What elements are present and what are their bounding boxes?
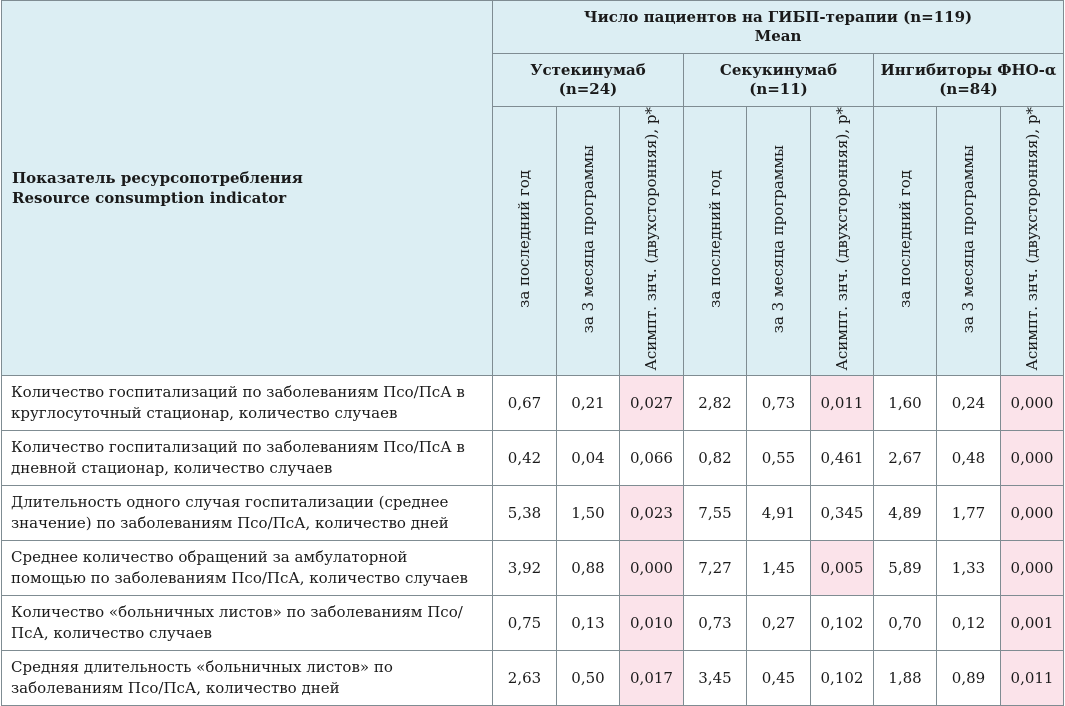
p-value-cell: 0,102 <box>811 596 874 651</box>
value-cell: 0,24 <box>937 376 1001 431</box>
value-cell: 5,38 <box>493 486 557 541</box>
value-cell: 7,55 <box>684 486 747 541</box>
value-cell: 0,48 <box>937 431 1001 486</box>
col-label: за последний год <box>705 169 724 308</box>
p-value-cell: 0,023 <box>620 486 684 541</box>
col-label: за последний год <box>515 169 533 308</box>
col-3-months-tnf <box>937 107 1001 376</box>
table-row <box>2 486 1064 541</box>
value-cell: 3,45 <box>684 651 747 706</box>
col-label: Асимпт. знч. (двухсторонняя), p* <box>642 107 660 371</box>
drug-name: Ингибиторы ФНО-α <box>880 61 1057 79</box>
value-cell: 0,82 <box>684 431 747 486</box>
drug-name: Устекинумаб <box>530 61 646 79</box>
col-p-tnf <box>1001 107 1064 376</box>
p-value-cell: 0,345 <box>811 486 874 541</box>
col-p-ustekinumab <box>620 107 684 376</box>
col-label: за 3 месяца программы <box>769 144 787 333</box>
value-cell: 0,13 <box>557 596 620 651</box>
col-last-year-ustekinumab <box>493 107 557 376</box>
drug-header-ustekinumab <box>493 54 684 107</box>
value-cell: 1,60 <box>874 376 937 431</box>
p-value-cell: 0,010 <box>620 596 684 651</box>
value-cell: 0,12 <box>937 596 1001 651</box>
row-label: Количество «больничных листов» по заболеваниям Псо/ПсА, количество случаев <box>2 596 493 651</box>
value-cell: 0,50 <box>557 651 620 706</box>
col-p-secukinumab <box>811 107 874 376</box>
p-value-cell: 0,000 <box>1001 376 1064 431</box>
col-3-months-secukinumab <box>747 107 811 376</box>
indicator-header-ru: Показатель ресурсопотребления <box>12 169 303 188</box>
drug-count: (n=11) <box>749 80 808 98</box>
p-value-cell: 0,102 <box>811 651 874 706</box>
indicator-header-en: Resource consumption indicator <box>12 189 287 208</box>
drug-count: (n=84) <box>939 80 998 98</box>
group-subtitle: Mean <box>754 27 802 45</box>
value-cell: 1,33 <box>937 541 1001 596</box>
row-label: Средняя длительность «больничных листов» по заболеваниям Псо/ПсА, количество дней <box>2 651 493 706</box>
table-row <box>2 596 1064 651</box>
col-label: за 3 месяца программы <box>578 144 597 333</box>
p-value-cell: 0,005 <box>811 541 874 596</box>
value-cell: 0,73 <box>684 596 747 651</box>
p-value-cell: 0,011 <box>811 376 874 431</box>
table-row <box>2 376 1064 431</box>
value-cell: 1,50 <box>557 486 620 541</box>
table-row <box>2 541 1064 596</box>
value-cell: 0,73 <box>747 376 811 431</box>
p-value-cell: 0,461 <box>811 431 874 486</box>
value-cell: 0,04 <box>557 431 620 486</box>
row-label: Количество госпитализаций по заболеваниям Псо/ПсА в круглосуточный стационар, количество случаев <box>2 376 493 431</box>
table-body <box>2 376 1064 706</box>
drug-name: Секукинумаб <box>719 61 838 79</box>
drug-header-tnf-inhibitors <box>874 54 1064 107</box>
value-cell: 0,45 <box>747 651 811 706</box>
value-cell: 0,89 <box>937 651 1001 706</box>
row-label: Среднее количество обращений за амбулаторной помощью по заболеваниям Псо/ПсА, количество случаев <box>2 541 493 596</box>
value-cell: 2,67 <box>874 431 937 486</box>
value-cell: 0,55 <box>747 431 811 486</box>
drug-count: (n=24) <box>558 80 618 98</box>
value-cell: 7,27 <box>684 541 747 596</box>
col-label: за 3 месяца программы <box>959 144 977 333</box>
value-cell: 2,63 <box>493 651 557 706</box>
indicator-header <box>2 1 493 376</box>
table-row <box>2 431 1064 486</box>
value-cell: 4,91 <box>747 486 811 541</box>
group-title: Число пациентов на ГИБП-терапии (n=119) <box>583 8 973 26</box>
resource-consumption-table <box>1 0 1064 706</box>
value-cell: 4,89 <box>874 486 937 541</box>
value-cell: 3,92 <box>493 541 557 596</box>
value-cell: 0,42 <box>493 431 557 486</box>
p-value-cell: 0,000 <box>1001 431 1064 486</box>
p-value-cell: 0,000 <box>620 541 684 596</box>
value-cell: 5,89 <box>874 541 937 596</box>
drug-header-secukinumab <box>684 54 874 107</box>
value-cell: 0,67 <box>493 376 557 431</box>
p-value-cell: 0,027 <box>620 376 684 431</box>
value-cell: 0,70 <box>874 596 937 651</box>
col-label: Асимпт. знч. (двухсторонняя), p* <box>1022 107 1041 371</box>
value-cell: 1,88 <box>874 651 937 706</box>
p-value-cell: 0,066 <box>620 431 684 486</box>
row-label: Количество госпитализаций по заболеваниям Псо/ПсА в дневной стационар, количество случаев <box>2 431 493 486</box>
col-last-year-tnf <box>874 107 937 376</box>
p-value-cell: 0,011 <box>1001 651 1064 706</box>
p-value-cell: 0,000 <box>1001 541 1064 596</box>
col-last-year-secukinumab <box>684 107 747 376</box>
p-value-cell: 0,001 <box>1001 596 1064 651</box>
row-label: Длительность одного случая госпитализации (среднее значение) по заболеваниям Псо/ПсА, количество дней <box>2 486 493 541</box>
value-cell: 0,88 <box>557 541 620 596</box>
p-value-cell: 0,000 <box>1001 486 1064 541</box>
col-label: за последний год <box>895 169 914 308</box>
value-cell: 0,75 <box>493 596 557 651</box>
value-cell: 1,45 <box>747 541 811 596</box>
value-cell: 1,77 <box>937 486 1001 541</box>
col-label: Асимпт. знч. (двухсторонняя), p* <box>832 107 851 371</box>
value-cell: 2,82 <box>684 376 747 431</box>
value-cell: 0,21 <box>557 376 620 431</box>
p-value-cell: 0,017 <box>620 651 684 706</box>
value-cell: 0,27 <box>747 596 811 651</box>
table-row <box>2 651 1064 706</box>
col-3-months-ustekinumab <box>557 107 620 376</box>
group-header <box>493 1 1064 54</box>
